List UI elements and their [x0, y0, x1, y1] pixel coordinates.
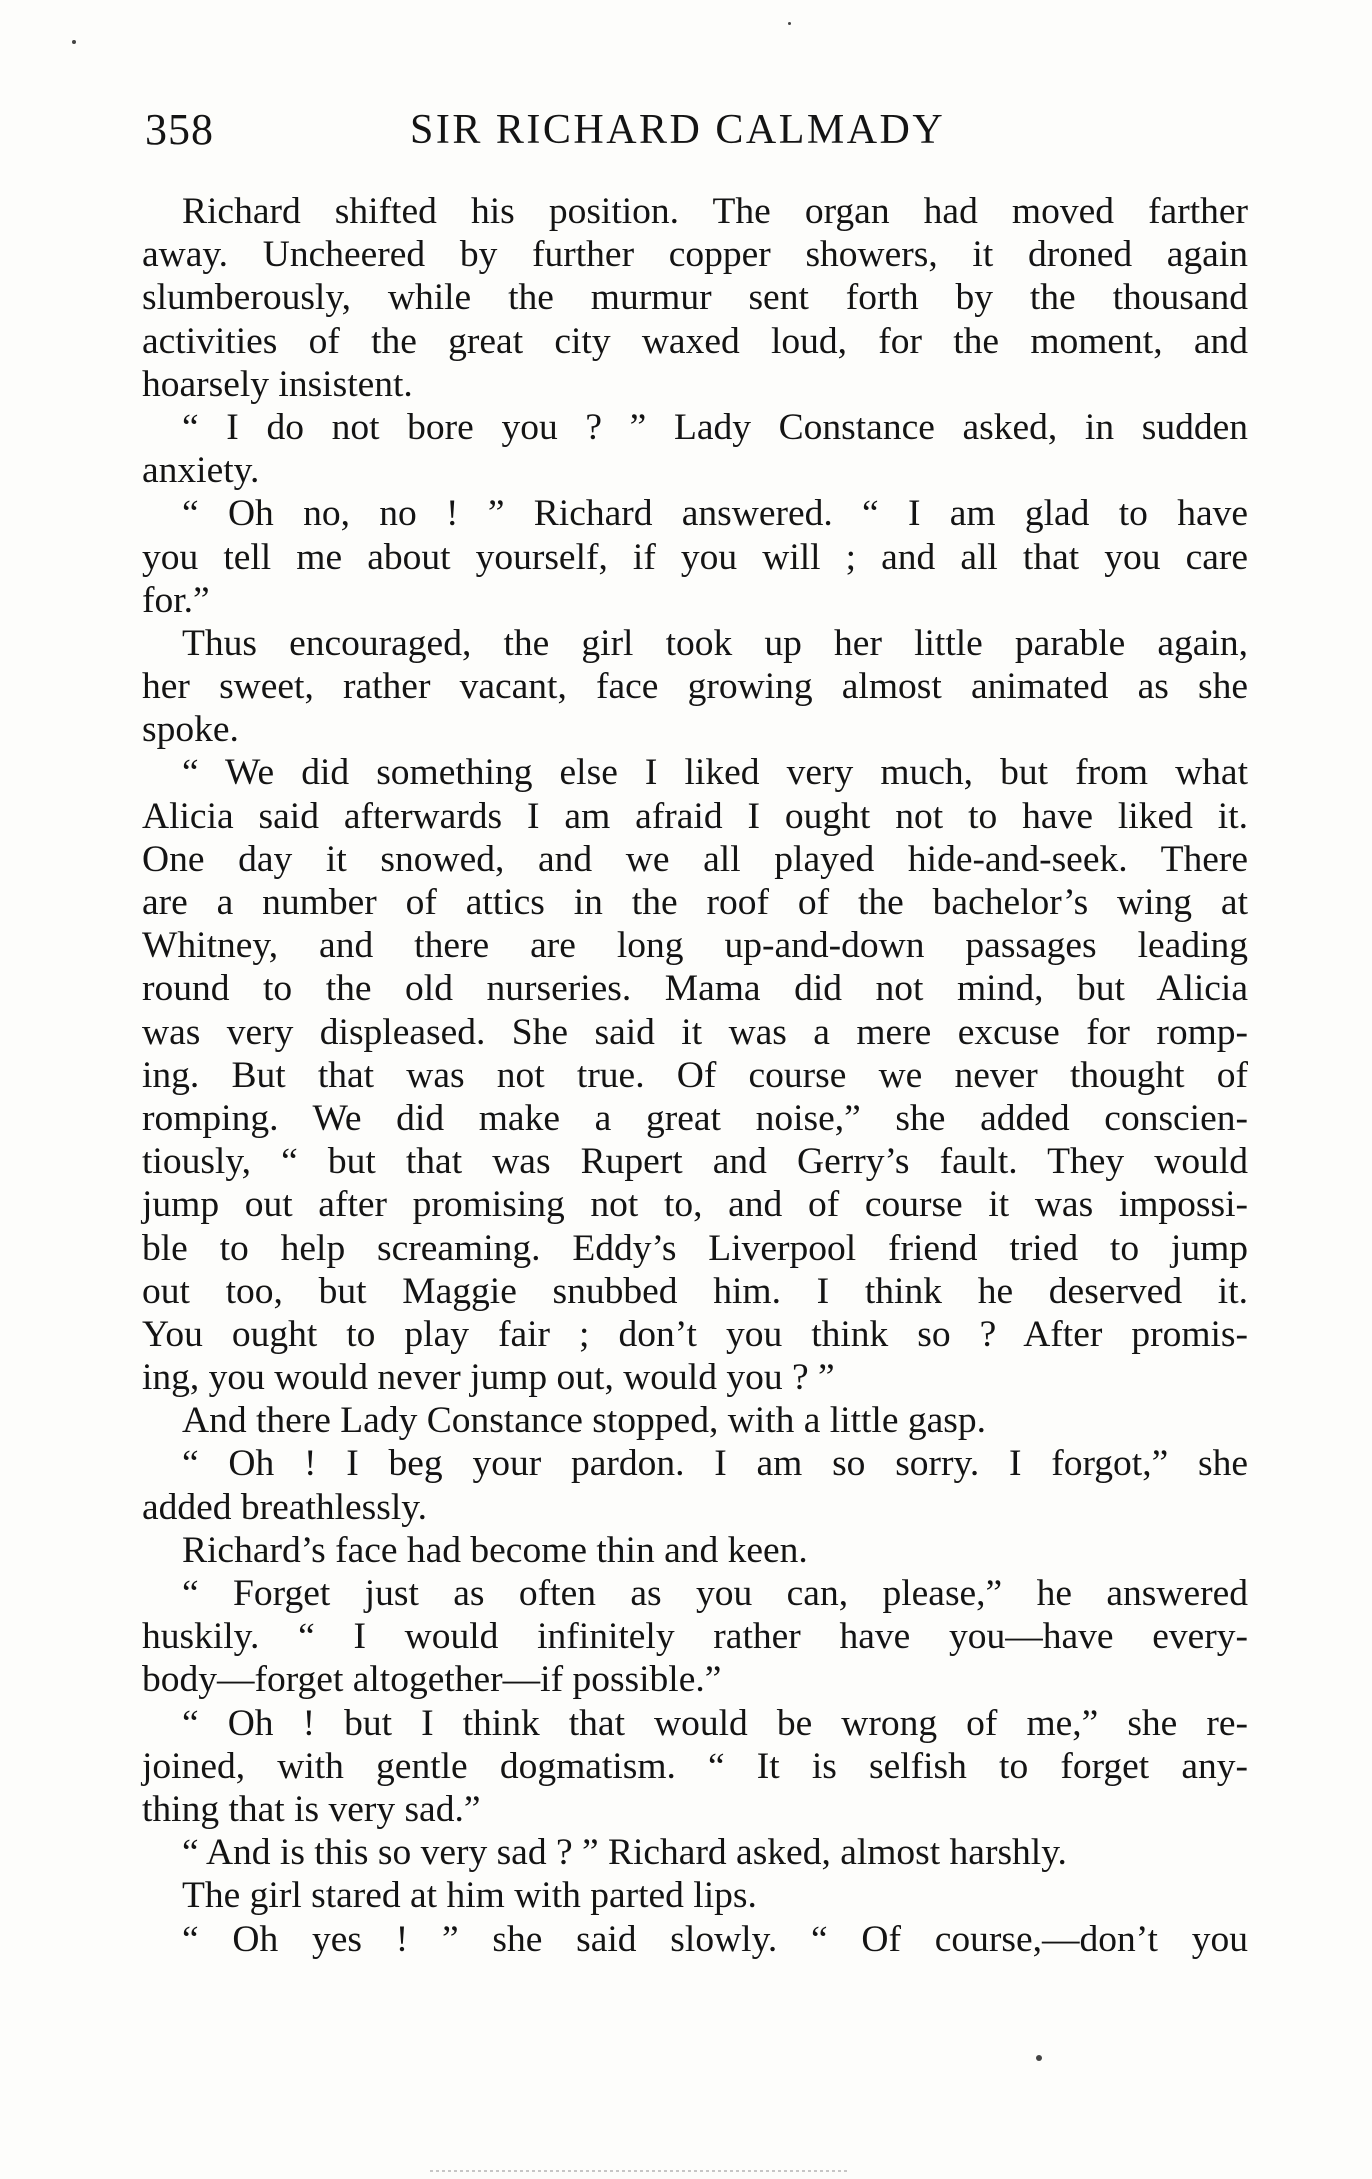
text-line: The girl stared at him with parted lips.	[182, 1875, 757, 1917]
text-line: slumberously, while the murmur sent forth by the thousand	[142, 277, 1248, 319]
text-line: are a number of attics in the roof of the bachelor’s wing at	[142, 882, 1248, 923]
text-line: her sweet, rather vacant, face growing almost animated as she	[142, 666, 1248, 708]
text-line: “ We did something else I liked very much, but from what	[182, 752, 1248, 794]
text-line: thing that is very sad.”	[142, 1788, 481, 1830]
text-line: And there Lady Constance stopped, with a little gasp.	[182, 1400, 986, 1442]
footer-rule	[430, 2170, 850, 2172]
text-line: away. Uncheered by further copper showers, it droned again	[142, 234, 1248, 276]
page-number: 358	[145, 105, 214, 154]
text-line: ble to help screaming. Eddy’s Liverpool friend tried to jump	[142, 1227, 1248, 1269]
text-line: activities of the great city waxed loud, for the moment, and	[142, 320, 1248, 362]
running-title: SIR RICHARD CALMADY	[410, 107, 946, 153]
text-line: joined, with gentle dogmatism. “ It is selfish to forget any-	[142, 1745, 1248, 1787]
text-line: body—forget altogether—if possible.”	[142, 1659, 722, 1701]
text-line: for.”	[142, 579, 210, 621]
text-line: “ I do not bore you ? ” Lady Constance asked, in sudden	[182, 406, 1248, 448]
text-line: “ Oh no, no ! ” Richard answered. “ I am glad to have	[182, 493, 1248, 535]
text-line: anxiety.	[142, 450, 260, 492]
text-line: Richard shifted his position. The organ had moved farther	[182, 191, 1248, 232]
text-line: Alicia said afterwards I am afraid I ought not to have liked it.	[142, 795, 1248, 837]
text-line: “ Oh yes ! ” she said slowly. “ Of course,—don’t you	[182, 1918, 1248, 1960]
print-speck	[72, 40, 76, 44]
body-text	[142, 190, 1248, 1961]
page-header	[145, 100, 1245, 160]
text-line: You ought to play fair ; don’t you think so ? After promis-	[142, 1313, 1248, 1355]
text-line: jump out after promising not to, and of course it was impossi-	[142, 1184, 1248, 1226]
text-line: added breathlessly.	[142, 1486, 427, 1528]
text-line: ing. But that was not true. Of course we never thought of	[142, 1054, 1248, 1096]
text-line: One day it snowed, and we all played hide-and-seek. There	[142, 838, 1248, 880]
text-line: “ Forget just as often as you can, please,” he answered	[182, 1573, 1248, 1614]
text-line: you tell me about yourself, if you will ; and all that you care	[142, 536, 1248, 578]
text-line: tiously, “ but that was Rupert and Gerry’s fault. They would	[142, 1141, 1248, 1183]
text-line: “ Oh ! I beg your pardon. I am so sorry. I forgot,” she	[182, 1443, 1248, 1485]
text-line: was very displeased. She said it was a mere excuse for romp-	[142, 1011, 1248, 1053]
text-line: hoarsely insistent.	[142, 363, 413, 405]
text-line: Whitney, and there are long up-and-down passages leading	[142, 925, 1248, 967]
print-speck	[788, 22, 791, 25]
text-line: huskily. “ I would infinitely rather have you—have every-	[142, 1616, 1248, 1658]
text-line: round to the old nurseries. Mama did not mind, but Alicia	[142, 968, 1248, 1010]
text-line: romping. We did make a great noise,” she added conscien-	[142, 1097, 1248, 1139]
text-line: “ Oh ! but I think that would be wrong of me,” she re-	[182, 1702, 1248, 1744]
text-line: Thus encouraged, the girl took up her little parable again,	[182, 622, 1248, 664]
text-line: spoke.	[142, 709, 239, 751]
text-line: out too, but Maggie snubbed him. I think he deserved it.	[142, 1270, 1248, 1312]
print-speck	[1036, 2055, 1042, 2061]
text-line: “ And is this so very sad ? ” Richard asked, almost harshly.	[182, 1832, 1067, 1874]
text-line: ing, you would never jump out, would you ? ”	[142, 1357, 835, 1399]
text-line: Richard’s face had become thin and keen.	[182, 1529, 808, 1571]
